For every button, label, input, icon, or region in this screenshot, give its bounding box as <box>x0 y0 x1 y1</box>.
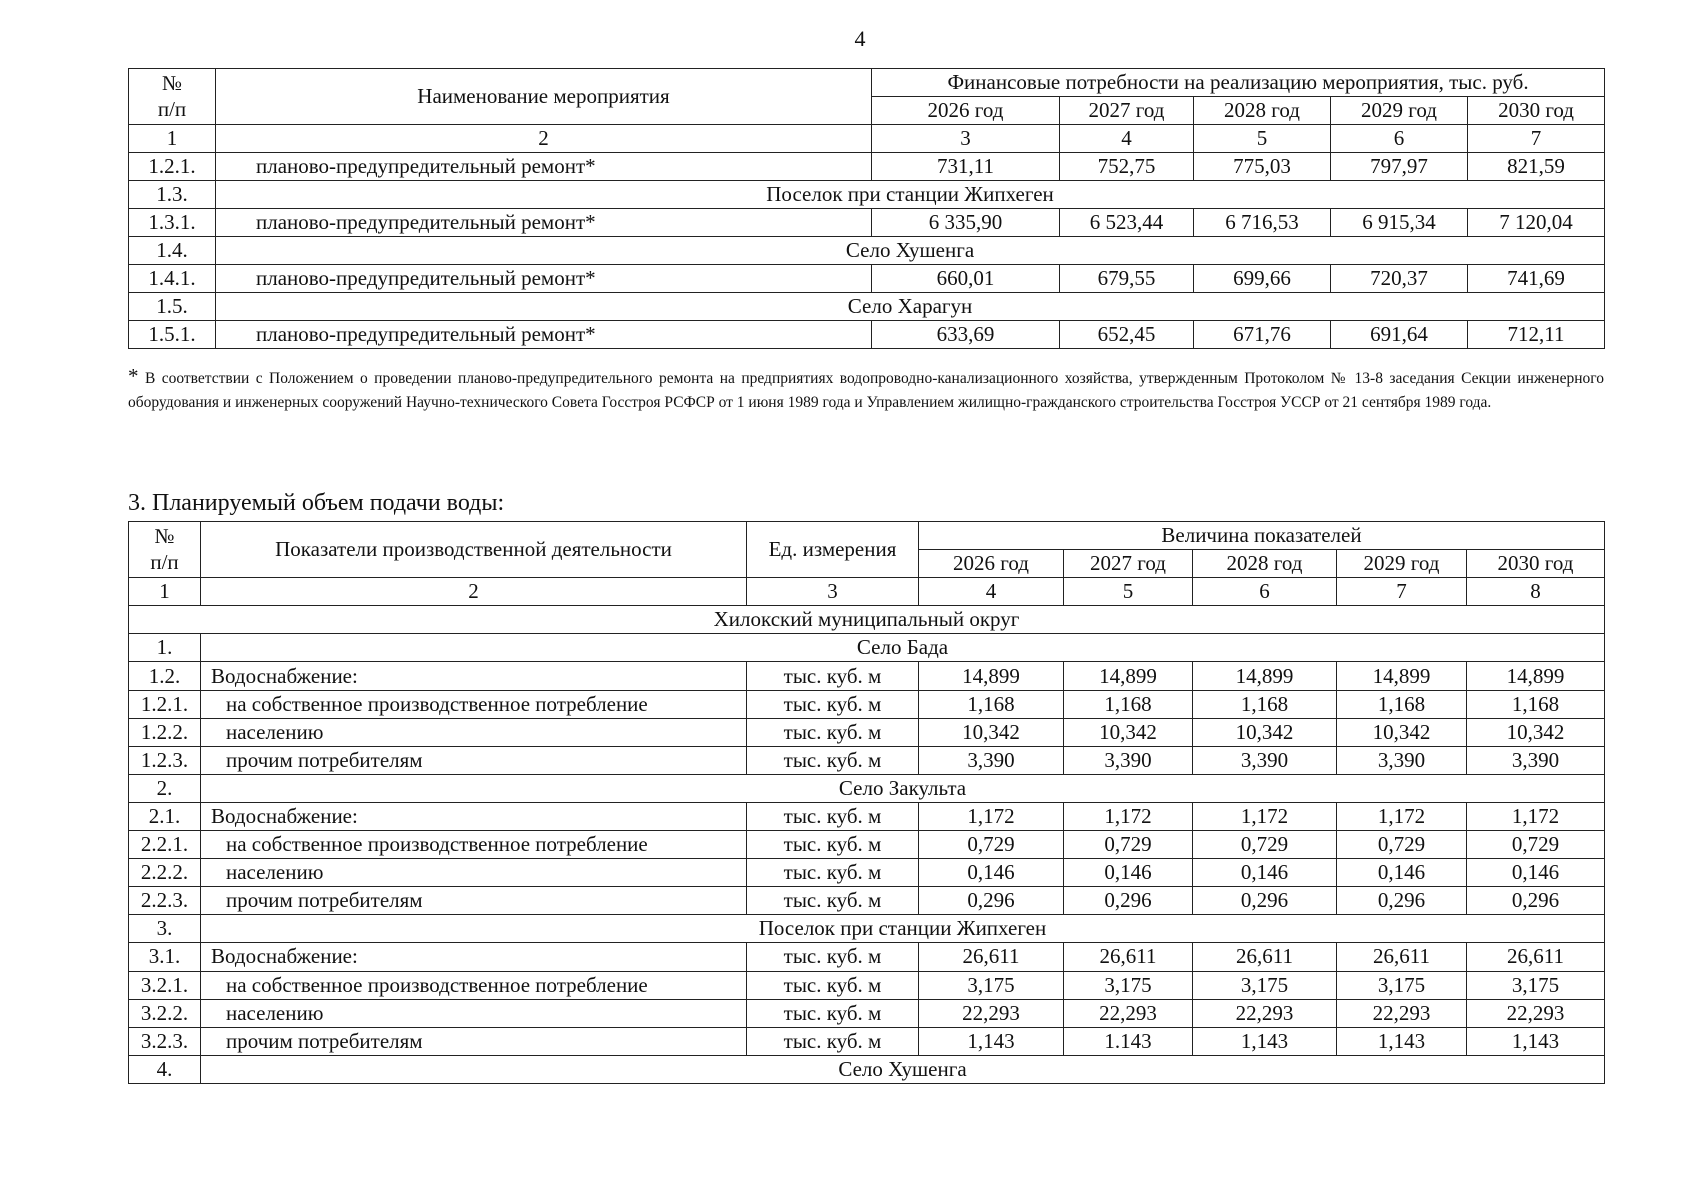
table-row <box>129 746 1605 774</box>
header-indicator: Показатели производственной деятельности <box>201 522 747 578</box>
row-number: 2.1. <box>129 802 201 830</box>
value-cell: 731,11 <box>872 153 1060 181</box>
table-row <box>129 1027 1605 1055</box>
row-number: 2. <box>129 774 201 802</box>
table-row <box>129 831 1605 859</box>
value-cell: 1,172 <box>1467 802 1605 830</box>
value-cell: 0,296 <box>1193 887 1337 915</box>
value-cell: 1,143 <box>1193 1027 1337 1055</box>
section-row <box>129 293 1605 321</box>
column-index: 6 <box>1331 125 1468 153</box>
unit-cell: тыс. куб. м <box>747 802 919 830</box>
value-cell: 741,69 <box>1468 265 1605 293</box>
row-number: 3.1. <box>129 943 201 971</box>
value-cell: 26,611 <box>1064 943 1193 971</box>
value-cell: 0,296 <box>1337 887 1467 915</box>
section-name: Село Харагун <box>216 293 1605 321</box>
header-year: 2026 год <box>919 550 1064 578</box>
indicator-name: на собственное производственное потребление <box>201 831 747 859</box>
value-cell: 0,296 <box>1467 887 1605 915</box>
table-row <box>129 209 1605 237</box>
footnote-text: В соответствии с Положением о проведении планово-предупредительного ремонта на предприятиях водопроводно-канализационного хозяйства, утвержденным Протоколом № 13-8 заседания Секции инженерного оборудования и инженерных сооружений Научно-технического Совета Госстроя РСФСР от 1 июня 1989 года и Управлением жилищно-гражданского строительства Госстроя УССР от 21 сентября 1989 года. <box>128 370 1604 411</box>
row-number: 1.5. <box>129 293 216 321</box>
indicator-name: Водоснабжение: <box>201 802 747 830</box>
value-cell: 0,146 <box>1467 859 1605 887</box>
section-name: Село Бада <box>201 634 1605 662</box>
indicator-name: прочим потребителям <box>201 1027 747 1055</box>
value-cell: 10,342 <box>1193 718 1337 746</box>
row-number: 1.3.1. <box>129 209 216 237</box>
value-cell: 22,293 <box>1337 999 1467 1027</box>
value-cell: 0,296 <box>1064 887 1193 915</box>
header-year: 2027 год <box>1060 97 1194 125</box>
value-cell: 3,390 <box>1337 746 1467 774</box>
value-cell: 3,390 <box>1467 746 1605 774</box>
value-cell: 1,143 <box>1337 1027 1467 1055</box>
measure-name: планово-предупредительный ремонт* <box>216 209 872 237</box>
value-cell: 3,175 <box>1064 971 1193 999</box>
column-index: 4 <box>919 578 1064 606</box>
value-cell: 26,611 <box>1337 943 1467 971</box>
value-cell: 1,172 <box>1193 802 1337 830</box>
value-cell: 6 716,53 <box>1194 209 1331 237</box>
value-cell: 14,899 <box>1064 662 1193 690</box>
row-number: 1.2.1. <box>129 153 216 181</box>
section-name: Село Хушенга <box>216 237 1605 265</box>
unit-cell: тыс. куб. м <box>747 662 919 690</box>
value-cell: 3,175 <box>1337 971 1467 999</box>
value-cell: 3,175 <box>1467 971 1605 999</box>
column-index: 7 <box>1337 578 1467 606</box>
value-cell: 699,66 <box>1194 265 1331 293</box>
section-row <box>129 634 1605 662</box>
value-cell: 0,146 <box>1193 859 1337 887</box>
value-cell: 752,75 <box>1060 153 1194 181</box>
table-row <box>129 887 1605 915</box>
column-index-row <box>129 578 1605 606</box>
unit-cell: тыс. куб. м <box>747 999 919 1027</box>
section-name: Поселок при станции Жипхеген <box>201 915 1605 943</box>
value-cell: 671,76 <box>1194 321 1331 349</box>
value-cell: 1,168 <box>919 690 1064 718</box>
value-cell: 10,342 <box>1467 718 1605 746</box>
section-name: Село Хушенга <box>201 1055 1605 1083</box>
header-unit: Ед. измерения <box>747 522 919 578</box>
header-financial-needs: Финансовые потребности на реализацию мероприятия, тыс. руб. <box>872 69 1605 97</box>
value-cell: 3,390 <box>1064 746 1193 774</box>
table-row <box>129 999 1605 1027</box>
row-number: 1.2. <box>129 662 201 690</box>
indicator-name: прочим потребителям <box>201 746 747 774</box>
value-cell: 26,611 <box>1193 943 1337 971</box>
column-index: 1 <box>129 578 201 606</box>
value-cell: 3,390 <box>1193 746 1337 774</box>
value-cell: 6 335,90 <box>872 209 1060 237</box>
value-cell: 797,97 <box>1331 153 1468 181</box>
value-cell: 1,168 <box>1193 690 1337 718</box>
section-title: 3. Планируемый объем подачи воды: <box>128 490 505 516</box>
value-cell: 720,37 <box>1331 265 1468 293</box>
value-cell: 14,899 <box>919 662 1064 690</box>
value-cell: 7 120,04 <box>1468 209 1605 237</box>
column-index: 3 <box>747 578 919 606</box>
column-index: 6 <box>1193 578 1337 606</box>
value-cell: 10,342 <box>919 718 1064 746</box>
value-cell: 1,172 <box>1337 802 1467 830</box>
value-cell: 14,899 <box>1193 662 1337 690</box>
value-cell: 1,172 <box>919 802 1064 830</box>
table-row <box>129 859 1605 887</box>
column-index-row <box>129 125 1605 153</box>
row-number: 1.3. <box>129 181 216 209</box>
unit-cell: тыс. куб. м <box>747 887 919 915</box>
column-index: 4 <box>1060 125 1194 153</box>
column-index: 2 <box>216 125 872 153</box>
header-year: 2027 год <box>1064 550 1193 578</box>
row-number: 3.2.2. <box>129 999 201 1027</box>
table-row <box>129 690 1605 718</box>
row-number: 1.4.1. <box>129 265 216 293</box>
unit-cell: тыс. куб. м <box>747 831 919 859</box>
value-cell: 1,168 <box>1064 690 1193 718</box>
section-name: Поселок при станции Жипхеген <box>216 181 1605 209</box>
value-cell: 0,729 <box>1193 831 1337 859</box>
water-supply-table <box>128 521 1605 1084</box>
value-cell: 3,175 <box>1193 971 1337 999</box>
table-row <box>129 943 1605 971</box>
financial-needs-table <box>128 68 1605 349</box>
table-row <box>129 971 1605 999</box>
indicator-name: на собственное производственное потребление <box>201 971 747 999</box>
value-cell: 1,168 <box>1337 690 1467 718</box>
header-year: 2029 год <box>1337 550 1467 578</box>
header-year: 2030 год <box>1467 550 1605 578</box>
value-cell: 821,59 <box>1468 153 1605 181</box>
page-number: 4 <box>854 26 866 51</box>
value-cell: 22,293 <box>1193 999 1337 1027</box>
value-cell: 775,03 <box>1194 153 1331 181</box>
value-cell: 0,729 <box>1337 831 1467 859</box>
value-cell: 10,342 <box>1337 718 1467 746</box>
value-cell: 22,293 <box>1064 999 1193 1027</box>
row-number: 2.2.1. <box>129 831 201 859</box>
value-cell: 1,168 <box>1467 690 1605 718</box>
table-row <box>129 718 1605 746</box>
footnote-marker: * <box>128 364 139 388</box>
unit-cell: тыс. куб. м <box>747 746 919 774</box>
row-number: 1.2.3. <box>129 746 201 774</box>
value-cell: 633,69 <box>872 321 1060 349</box>
value-cell: 10,342 <box>1064 718 1193 746</box>
row-number: 1.5.1. <box>129 321 216 349</box>
value-cell: 1.143 <box>1064 1027 1193 1055</box>
value-cell: 3,175 <box>919 971 1064 999</box>
value-cell: 1,143 <box>919 1027 1064 1055</box>
indicator-name: Водоснабжение: <box>201 943 747 971</box>
section-row <box>129 237 1605 265</box>
header-indicator-values: Величина показателей <box>919 522 1605 550</box>
value-cell: 6 915,34 <box>1331 209 1468 237</box>
value-cell: 0,146 <box>1064 859 1193 887</box>
header-year: 2029 год <box>1331 97 1468 125</box>
row-number: 4. <box>129 1055 201 1083</box>
unit-cell: тыс. куб. м <box>747 718 919 746</box>
header-measure-name: Наименование мероприятия <box>216 69 872 125</box>
row-number: 1.2.2. <box>129 718 201 746</box>
value-cell: 0,296 <box>919 887 1064 915</box>
column-index: 5 <box>1194 125 1331 153</box>
measure-name: планово-предупредительный ремонт* <box>216 153 872 181</box>
value-cell: 660,01 <box>872 265 1060 293</box>
row-number: 3. <box>129 915 201 943</box>
value-cell: 691,64 <box>1331 321 1468 349</box>
table-row <box>129 153 1605 181</box>
value-cell: 1,143 <box>1467 1027 1605 1055</box>
header-year: 2028 год <box>1194 97 1331 125</box>
section-name: Село Закульта <box>201 774 1605 802</box>
measure-name: планово-предупредительный ремонт* <box>216 265 872 293</box>
row-number: 3.2.1. <box>129 971 201 999</box>
table-row <box>129 321 1605 349</box>
table-row <box>129 662 1605 690</box>
value-cell: 1,172 <box>1064 802 1193 830</box>
header-number: № п/п <box>129 522 201 578</box>
header-year: 2026 год <box>872 97 1060 125</box>
value-cell: 712,11 <box>1468 321 1605 349</box>
value-cell: 652,45 <box>1060 321 1194 349</box>
row-number: 2.2.3. <box>129 887 201 915</box>
row-number: 1.2.1. <box>129 690 201 718</box>
district-row <box>129 606 1605 634</box>
value-cell: 26,611 <box>919 943 1064 971</box>
value-cell: 0,729 <box>1467 831 1605 859</box>
indicator-name: на собственное производственное потребление <box>201 690 747 718</box>
value-cell: 14,899 <box>1467 662 1605 690</box>
section-row <box>129 915 1605 943</box>
column-index: 2 <box>201 578 747 606</box>
value-cell: 0,729 <box>1064 831 1193 859</box>
measure-name: планово-предупредительный ремонт* <box>216 321 872 349</box>
value-cell: 3,390 <box>919 746 1064 774</box>
value-cell: 0,729 <box>919 831 1064 859</box>
section-row <box>129 1055 1605 1083</box>
indicator-name: населению <box>201 859 747 887</box>
table-row <box>129 265 1605 293</box>
row-number: 2.2.2. <box>129 859 201 887</box>
district-name: Хилокский муниципальный округ <box>129 606 1605 634</box>
unit-cell: тыс. куб. м <box>747 1027 919 1055</box>
unit-cell: тыс. куб. м <box>747 943 919 971</box>
value-cell: 0,146 <box>919 859 1064 887</box>
value-cell: 22,293 <box>919 999 1064 1027</box>
section-row <box>129 774 1605 802</box>
unit-cell: тыс. куб. м <box>747 971 919 999</box>
value-cell: 679,55 <box>1060 265 1194 293</box>
row-number: 3.2.3. <box>129 1027 201 1055</box>
indicator-name: населению <box>201 718 747 746</box>
section-row <box>129 181 1605 209</box>
table-row <box>129 802 1605 830</box>
column-index: 5 <box>1064 578 1193 606</box>
value-cell: 6 523,44 <box>1060 209 1194 237</box>
indicator-name: населению <box>201 999 747 1027</box>
value-cell: 22,293 <box>1467 999 1605 1027</box>
value-cell: 26,611 <box>1467 943 1605 971</box>
column-index: 7 <box>1468 125 1605 153</box>
row-number: 1.4. <box>129 237 216 265</box>
unit-cell: тыс. куб. м <box>747 859 919 887</box>
value-cell: 14,899 <box>1337 662 1467 690</box>
indicator-name: Водоснабжение: <box>201 662 747 690</box>
row-number: 1. <box>129 634 201 662</box>
column-index: 8 <box>1467 578 1605 606</box>
footnote <box>128 364 1604 415</box>
header-year: 2030 год <box>1468 97 1605 125</box>
value-cell: 0,146 <box>1337 859 1467 887</box>
column-index: 1 <box>129 125 216 153</box>
header-year: 2028 год <box>1193 550 1337 578</box>
unit-cell: тыс. куб. м <box>747 690 919 718</box>
indicator-name: прочим потребителям <box>201 887 747 915</box>
column-index: 3 <box>872 125 1060 153</box>
header-number: № п/п <box>129 69 216 125</box>
